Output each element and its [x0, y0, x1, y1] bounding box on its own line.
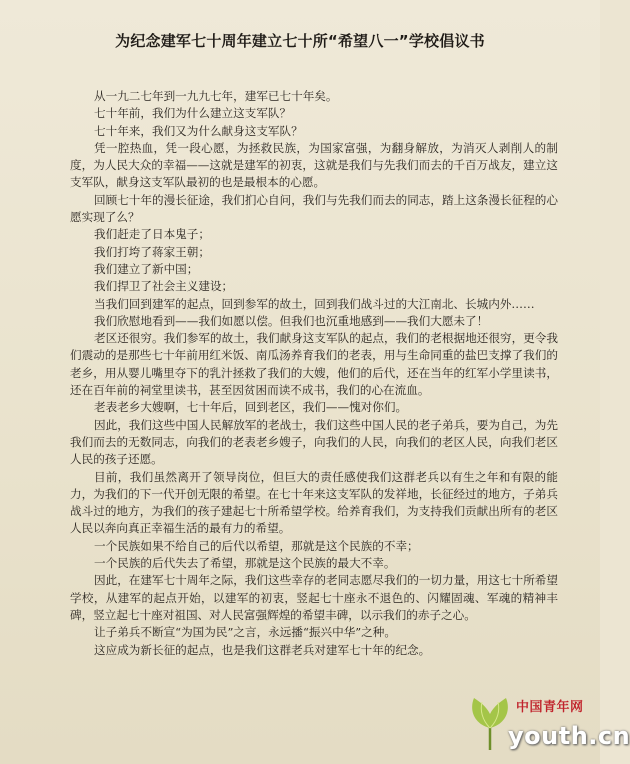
paragraph: 回顾七十年的漫长征途，我们扪心自问，我们与先我们而去的同志，踏上这条漫长征程的心愿实现了么？ — [70, 192, 558, 225]
paragraph: 我们建立了新中国； — [94, 261, 199, 276]
paragraph: 凭一腔热血，凭一段心愿，为拯救民族，为国家富强，为翻身解放，为消灭人剥削人的制度，为人民大众的幸福——这就是建军的初衷，这就是我们与先我们而去的千百万战友，建立这支军队，献身这支军队最初的也是最根本的心愿。 — [70, 140, 558, 190]
paragraph: 一个民族如果不给自己的后代以希望，那就是这个民族的不幸； — [94, 538, 419, 553]
paragraph: 我们捍卫了社会主义建设； — [94, 279, 234, 294]
ginkgo-leaf-logo-icon — [468, 692, 512, 752]
paragraph: 目前，我们虽然离开了领导岗位，但巨大的责任感使我们这群老兵以有生之年和有限的能力，为我们的下一代开创无限的希望。在七十年来这支军队的发祥地，长征经过的地方，子弟兵战斗过的地方，为我们的孩子建起七十所希望学校。给养育我们，为支持我们贡献出所有的老区人民以奔向真正幸福生活的最有力的希望。 — [70, 469, 558, 536]
paragraph: 因此，在建军七十周年之际，我们这些幸存的老同志愿尽我们的一切力量，用这七十所希望学校，从建军的起点开始，以建军的初衷，竖起七十座永不退色的、闪耀固魂、军魂的精神丰碑，竖立起七十座对祖国、对人民富强辉煌的希望丰碑，以示我们的赤子之心。 — [70, 573, 558, 622]
paragraph: 我们赶走了日本鬼子； — [94, 227, 210, 242]
youth-cn-watermark — [468, 690, 630, 764]
paragraph: 让子弟兵不断宣“为国为民”之言，永远播“振兴中华”之种。 — [94, 625, 396, 640]
paragraph: 一个民族的后代失去了希望，那就是这个民族的最大不幸。 — [94, 556, 396, 571]
watermark-url: youth.cn — [508, 722, 630, 750]
document-body — [70, 88, 558, 659]
paragraph: 从一九二七年到一九九七年，建军已七十年矣。 — [94, 89, 338, 103]
paragraph: 我们欣慰地看到——我们如愿以偿。但我们也沉重地感到——我们大愿未了！ — [94, 313, 489, 328]
paragraph: 老表老乡大嫂啊，七十年后，回到老区，我们——愧对你们。 — [94, 400, 408, 415]
watermark-site-name: 中国青年网 — [516, 700, 584, 715]
paragraph: 七十年前，我们为什么建立这支军队？ — [94, 106, 292, 121]
paragraph: 当我们回到建军的起点，回到参军的故土，回到我们战斗过的大江南北、长城内外…… — [94, 296, 535, 311]
paragraph: 我们打垮了蒋家王朝； — [94, 244, 210, 259]
document-title: 为纪念建军七十周年建立七十所“希望八一”学校倡议书 — [115, 32, 485, 50]
paragraph: 这应成为新长征的起点，也是我们这群老兵对建军七十年的纪念。 — [94, 642, 431, 657]
paragraph: 七十年来，我们又为什么献身这支军队？ — [94, 123, 303, 138]
paragraph: 因此，我们这些中国人民解放军的老战士，我们这些中国人民的老子弟兵，要为自己，为先我们而去的无数同志，向我们的老表老乡嫂子，向我们的人民，向我们的老区人民，向我们老区人民的孩子还愿。 — [70, 417, 558, 467]
paragraph: 老区还很穷。我们参军的故土，我们献身这支军队的起点，我们的老根据地还很穷，更令我们震动的是那些七十年前用红米饭、南瓜汤养育我们的老表，用与生命同重的盐巴支撑了我们的老乡，用从婴儿嘴里夺下的乳汁拯救了我们的大嫂，他们的后代，还在当年的红军小学里读书，还在百年前的祠堂里读书，甚至因贫困而读不成书，我们的心在流血。 — [70, 331, 558, 398]
